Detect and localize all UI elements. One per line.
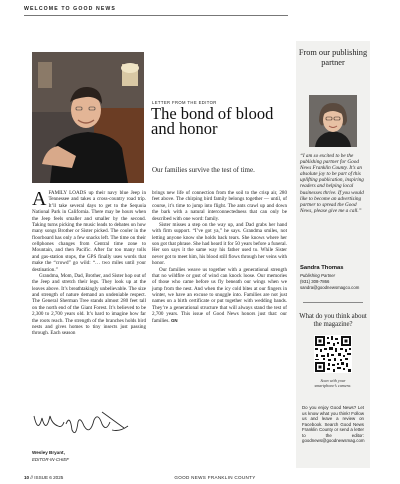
paragraph (152, 267, 287, 324)
article-column-1 (32, 190, 146, 337)
paragraph: Sister misses a step on the way up, and Dad grabs her hand with firm support. “I’ve got ya,” he says. Grandma smiles, not letting anyone know she holds back tears. She knows where her son got that phrase. She had heard it for 50 years before a funeral. Her son says it the same way his father used to. While Sister never got to meet him, his blood still flows through her veins with honor. (152, 221, 287, 267)
qr-code[interactable] (314, 335, 352, 373)
publisher-phone: (931) 308-7866 (300, 279, 330, 284)
sidebar-heading: From our publishing partner (298, 48, 368, 67)
publisher-portrait (309, 95, 357, 147)
signature-title: EDITOR-IN-CHIEF (32, 457, 69, 462)
editor-photo (32, 52, 144, 183)
page-number: 10 (24, 475, 30, 480)
editor-photo-illustration (32, 52, 144, 183)
paragraph-text: Our families weave us together with a generational strength that no wildfire or gust of wind can knock loose. Our memories of those who came before us fly beneath our wings when we jump from the nest. And when the icy cold bites at our fingers in winter, we have an excuse to snuggle into. Families are not just names on a birth certificate or put together with wedding bands. They’re a generational structure that will always stand the test of 2,700 years. This issue of Good News honors just that: our families. (152, 266, 287, 324)
portrait-illustration (309, 95, 357, 147)
scan-caption (296, 378, 370, 388)
footer-publication: GOOD NEWS FRANKLIN COUNTY (174, 475, 256, 480)
publisher-quote: “I am so excited to be the publishing partner for Good News Franklin County. It’s an absolute joy to be part of this uplifting publication, inspiring readers and helping local businesses thrive. If you would like to become an advertising partner to spread the Good News, please give me a call.” (300, 153, 364, 214)
editor-kicker: LETTER FROM THE EDITOR (152, 100, 217, 105)
feedback-question: What do you think about the magazine? (299, 313, 367, 328)
top-rule (24, 15, 288, 16)
issue-label: // ISSUE 6 2025 (30, 475, 64, 480)
paragraph-text: FAMILY LOADS up their navy blue Jeep in Tennessee and takes a cross-country road trip. It’ll take several days to get to the Sequoia National Park in California. There may be hours when the Jeep feels smaller and smaller by the second. Taking turns picking the music leads to debates on how many songs Brother or Sister picked. The cooler in the floorboard has only a few snacks left. The time on their cellphones changes from Central time zone to Mountain, and then Pacific. After far too many tolls and gas-station stops, the GPS finally uses words that make the “crowd” go wild: “… two miles until your destination.” (32, 190, 146, 273)
drop-cap: A (32, 188, 47, 210)
sidebar-divider (303, 302, 363, 303)
editor-signature (32, 408, 132, 442)
signature-name: Wesley Bryant, (32, 450, 65, 455)
paragraph (32, 190, 146, 273)
publisher-email: sandra@goodnewsmagco.com (300, 285, 360, 290)
folio (24, 475, 63, 480)
review-prompt: Do you enjoy Good News? Let us know what you think! Follow us and leave a review on Facebook. Search Good News Franklin County or send a letter to the editor: goodnews@goodnewsmag.com (302, 405, 365, 443)
scan-caption-line: smartphone’s camera. (314, 383, 352, 389)
signature-scribble (32, 408, 132, 442)
qr-code-graphic (314, 335, 352, 373)
publisher-title: Publishing Partner (300, 273, 336, 278)
end-mark: GN (170, 317, 178, 323)
dek: Our families survive the test of time. (152, 166, 255, 174)
scan-caption-line: Scan with your (320, 378, 346, 383)
paragraph: Grandma, Mom, Dad, Brother, and Sister hop out of the Jeep and stretch their legs. They look up at the leaves above. It’s breathtakingly unbelievable. The size and strength of nature demand an undeniable respect. The General Sherman Tree stands almost 280 feet tall on the north end of the Giant Forest. It’s believed to be 2,300 to 2,700 years old. It’s hard to imagine how far the roots reach. The strength of the branches holds bird nests and gives homes to tiny insects just passing through. Each season (32, 272, 146, 337)
article-column-2 (152, 190, 287, 324)
publisher-name: Sandra Thomas (300, 265, 344, 271)
headline: The bond of blood and honor (151, 104, 274, 138)
section-label: WELCOME TO GOOD NEWS (24, 6, 116, 12)
paragraph: brings new life of connection from the soil to the crisp air, 280 feet above. The chirping bird family belongs together — until, of course, it’s time to jump into flight. The ants crawl up and down the bark with a natural interconnectedness that can only be described with one word: family. (152, 190, 287, 222)
